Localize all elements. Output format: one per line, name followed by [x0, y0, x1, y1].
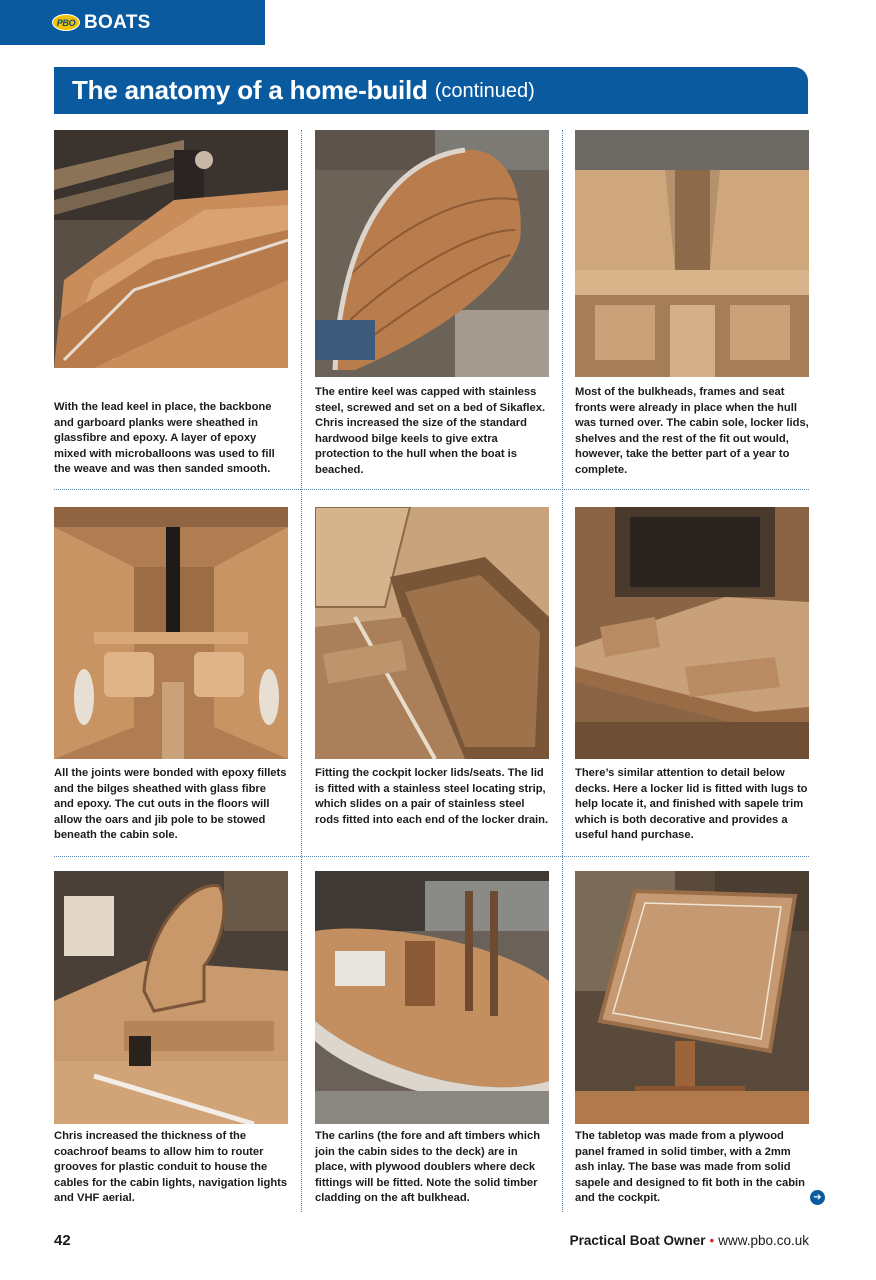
- row-divider: [54, 856, 809, 857]
- photo-lead-keel-hull: [54, 130, 288, 368]
- row-divider: [54, 489, 809, 490]
- website-link[interactable]: www.pbo.co.uk: [718, 1233, 809, 1248]
- magazine-name: Practical Boat Owner: [569, 1233, 706, 1248]
- photo-coachroof-beams: [54, 871, 288, 1124]
- title-bar: [54, 67, 808, 114]
- section-name: BOATS: [84, 11, 151, 33]
- continue-arrow-icon: ➔: [810, 1190, 825, 1205]
- photo-caption: The carlins (the fore and aft timbers which join the cabin sides to the deck) are in place, with plywood doublers where deck fittings will be fitted. Note the solid timber cladding on the aft bulkhead.: [315, 1130, 541, 1205]
- article-title: The anatomy of a home-build: [72, 75, 428, 105]
- photo-caption: Most of the bulkheads, frames and seat fronts were already in place when the hull was turned over. The cabin sole, locker lids, shelves and the rest of the fit out would, however, take the better part of a year to complete.: [575, 386, 809, 476]
- footer-separator: •: [709, 1233, 715, 1248]
- photo-locker-lid: [575, 507, 809, 759]
- publication-footer: [570, 1233, 809, 1248]
- page-number: 42: [54, 1232, 71, 1249]
- column-divider: [301, 130, 302, 1212]
- article-title-suffix: (continued): [434, 80, 535, 102]
- photo-caption: All the joints were bonded with epoxy fillets and the bilges sheathed with glass fibre and epoxy. The cut outs in the floors will allow the oars and jib pole to be stowed beneath the cabin sole.: [54, 767, 287, 842]
- photo-grid: [54, 130, 809, 1212]
- photo-caption: With the lead keel in place, the backbone and garboard planks were sheathed in glassfibre and epoxy. A layer of epoxy mixed with microballoons was used to fill the weave and was then sanded smooth.: [54, 401, 275, 476]
- photo-bonded-joints: [54, 507, 288, 759]
- photo-caption: The entire keel was capped with stainless steel, screwed and set on a bed of Sikaflex. Chris increased the size of the standard hardwood bilge keels to give extra protection to the hull when the boat is beached.: [315, 386, 546, 476]
- photo-capped-keel: [315, 130, 549, 377]
- photo-carlins: [315, 871, 549, 1124]
- photo-cockpit-locker: [315, 507, 549, 759]
- section-tab: [0, 0, 265, 45]
- photo-caption: Chris increased the thickness of the coachroof beams to allow him to router grooves for plastic conduit to house the cables for the cabin lights, navigation lights and VHF aerial.: [54, 1130, 288, 1205]
- photo-caption: Fitting the cockpit locker lids/seats. The lid is fitted with a stainless steel locating strip, which slides on a pair of stainless steel rods fitted into each end of the locker drain.: [315, 767, 549, 826]
- photo-caption: The tabletop was made from a plywood panel framed in solid timber, with a 2mm ash inlay. The base was made from solid sapele and designed to fit both in the cabin and the cockpit.: [575, 1130, 805, 1205]
- photo-bulkheads-frames: [575, 130, 809, 377]
- column-divider: [562, 130, 563, 1212]
- photo-caption: There’s similar attention to detail below decks. Here a locker lid is fitted with lugs to help locate it, and finished with sapele trim which is both decorative and provides a useful hand purchase.: [575, 767, 808, 842]
- pbo-logo: PBO: [52, 14, 80, 31]
- photo-tabletop: [575, 871, 809, 1124]
